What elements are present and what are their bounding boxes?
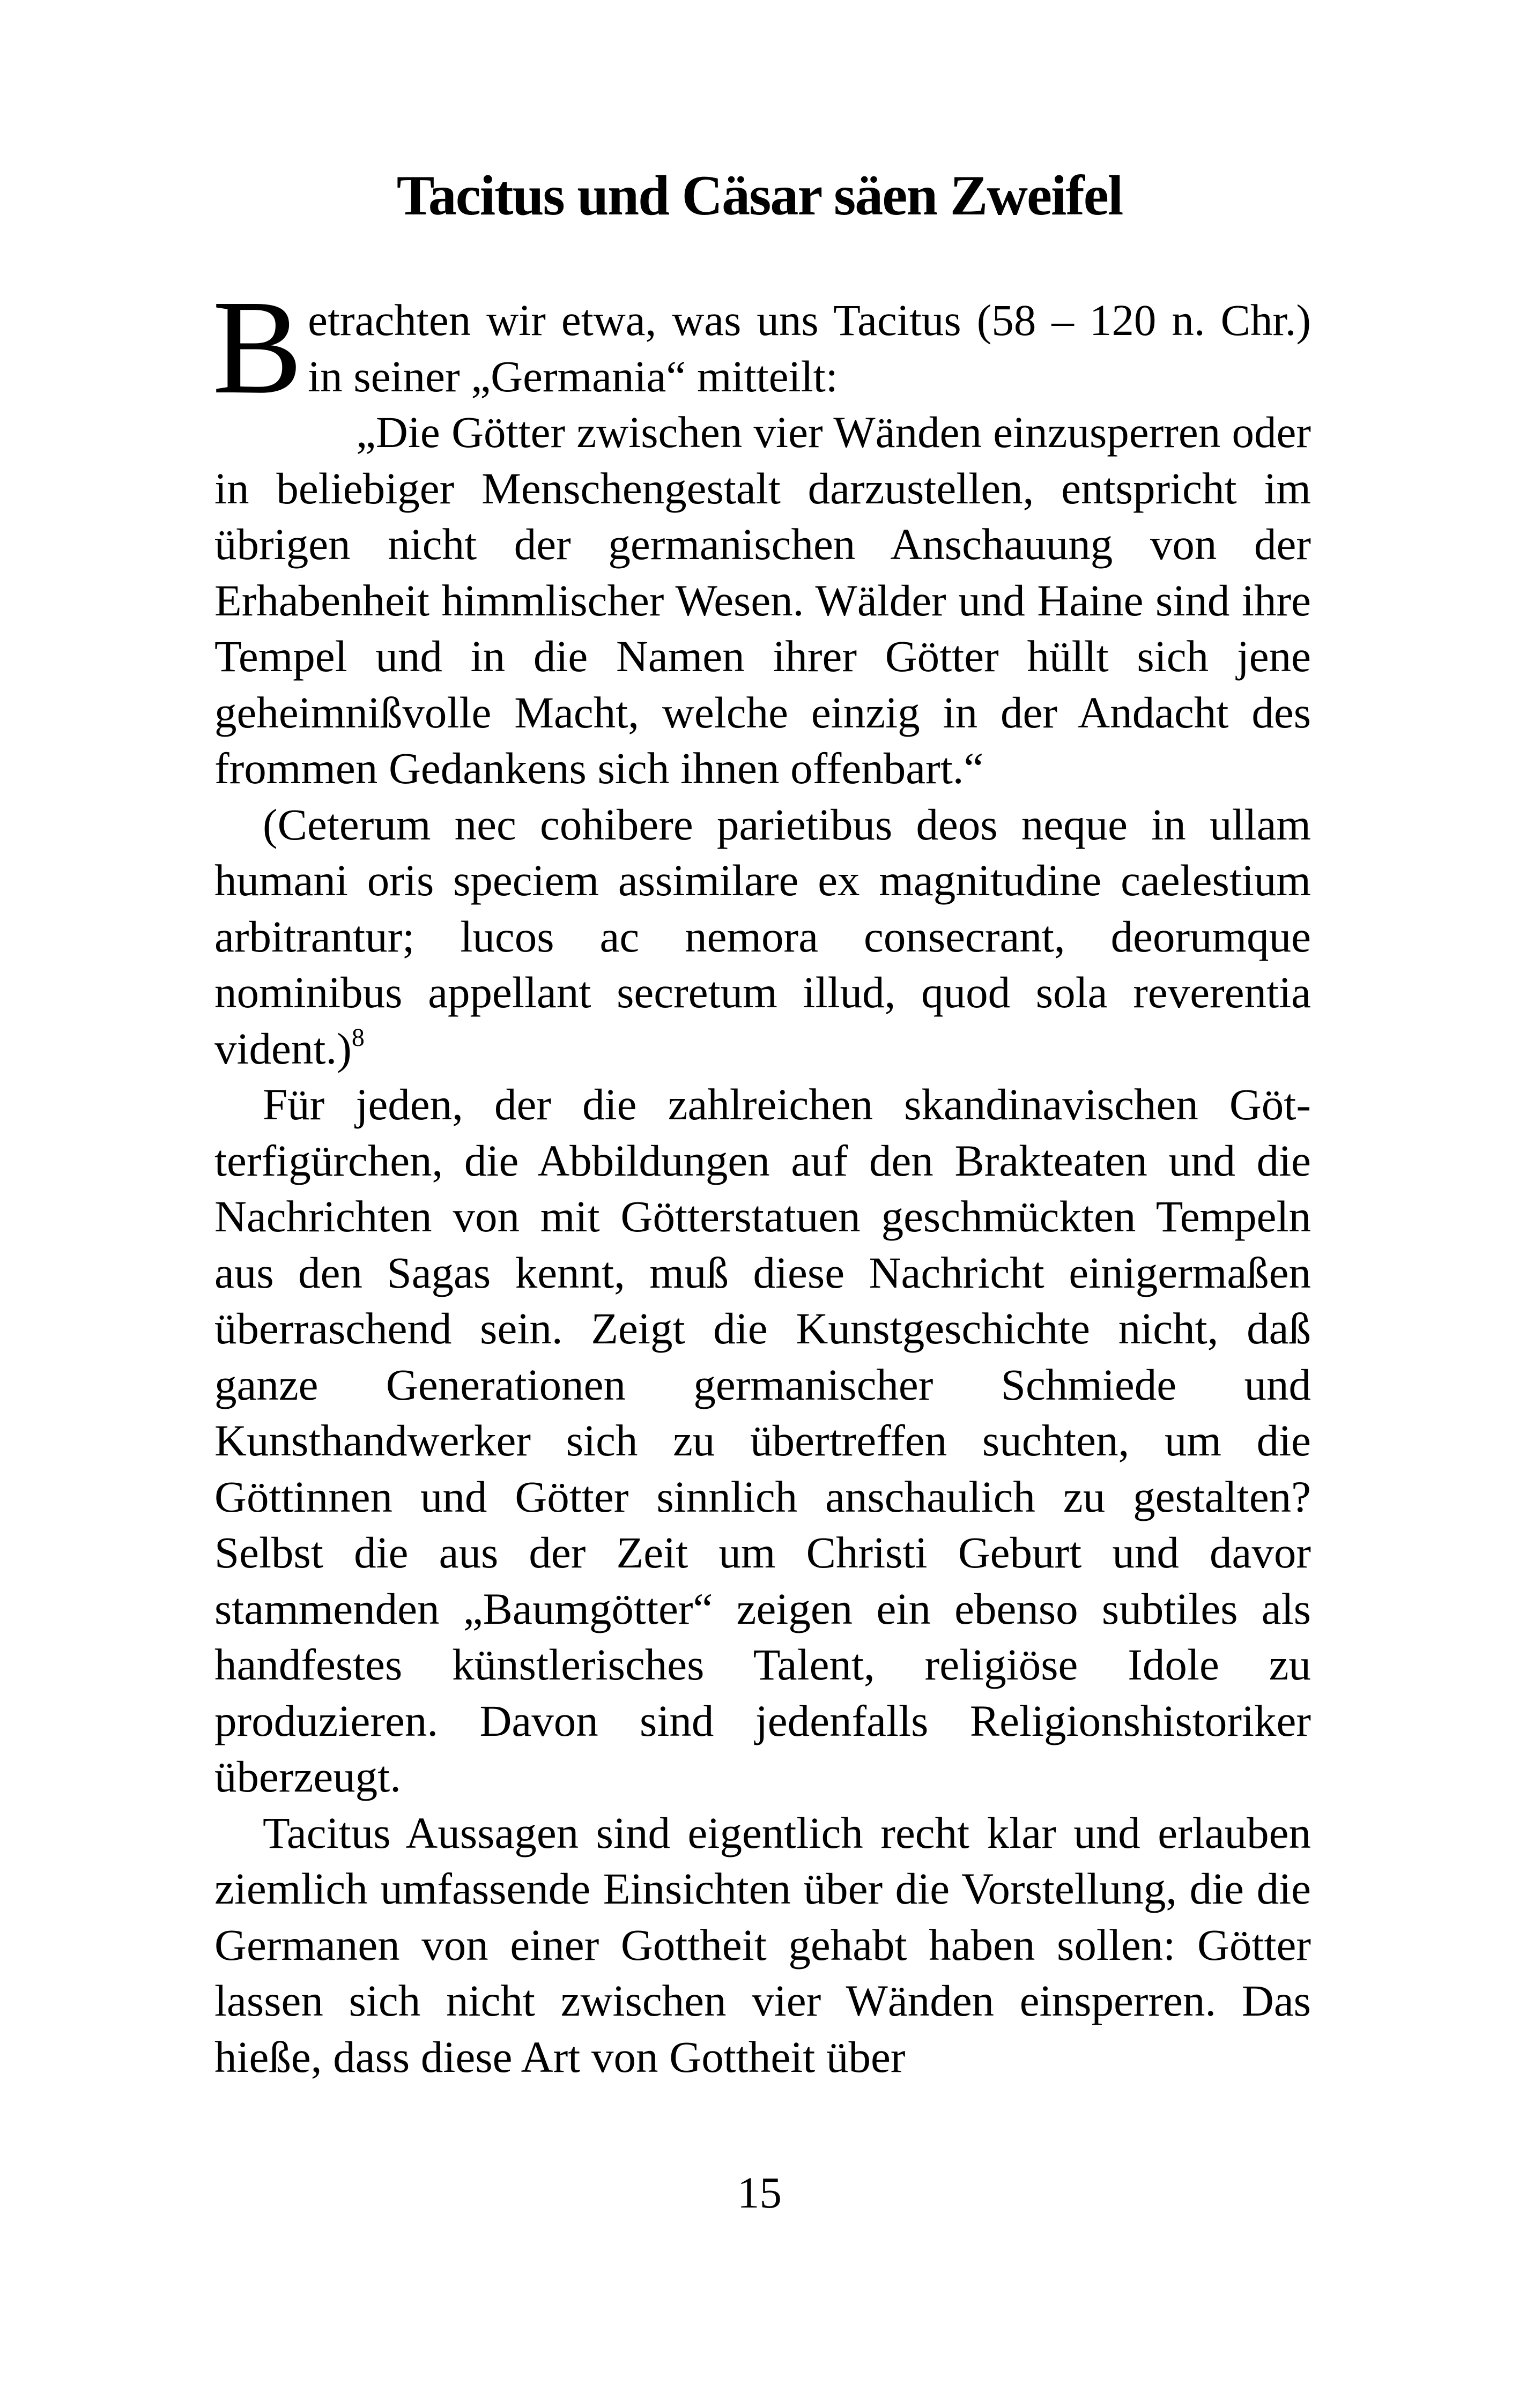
paragraph-3-latin [214,797,1311,1077]
paragraph-1-text: etrachten wir etwa, was uns Tacitus (58 – 120 n. Chr.) in seiner „Germania“ mitteilt: [308,295,1311,401]
chapter-title: Tacitus und Cäsar säen Zweifel [396,164,1123,227]
paragraph-2-quote: „Die Götter zwischen vier Wänden einzusperren oder in beliebiger Menschengestalt darzustellen, entspricht im übrigen nicht der germanischen Anschauung von der Erhabenheit himmlischer Wesen. Wälder und Haine sind ihre Tempel und in die Namen ihrer Götter hüllt sich jene geheimnißvolle Macht, welche einzig in der Andacht des frommen Gedankens sich ihnen offenbart.“ [214,407,1311,793]
footnote-marker: 8 [351,1023,365,1052]
drop-cap: B [212,272,303,422]
paragraph-3-text: (Ceterum nec cohibere parietibus deos neque in ullam humani oris speciem assimilare ex magnitudine caelestium arbitrantur; lucos ac nemora consecrant, deorumque nominibus appellant secretum illud, quod sola reverentia vident.) [214,799,1311,1073]
paragraph-1 [212,272,1311,422]
body-text [212,272,1311,2085]
paragraph-5: Tacitus Aussagen sind eigentlich recht klar und erlauben ziemlich umfassende Einsichten über die Vorstellung, die die Germanen von einer Gottheit gehabt haben sollen: Götter lassen sich nicht zwischen vier Wänden einsperren. Das hieße, dass diese Art von Gottheit über [214,1808,1311,2082]
page-number: 15 [737,2168,782,2217]
paragraph-4: Für jeden, der die zahlreichen skandinavischen Götterfigürchen, die Abbildungen auf den Brakteaten und die Nachrichten von mit Götterstatuen geschmückten Tempeln aus den Sagas kennt, muß diese Nachricht einigermaßen überraschend sein. Zeigt die Kunstgeschichte nicht, daß ganze Generationen germanischer Schmiede und Kunsthandwerker sich zu übertreffen suchten, um die Göttinnen und Götter sinnlich anschaulich zu gestalten? Selbst die aus der Zeit um Christi Geburt und davor stammenden „Baumgötter“ zeigen ein ebenso subtiles als handfestes künstlerisches Talent, religiöse Idole zu produzieren. Davon sind jedenfalls Religionshistoriker überzeugt. [214,1080,1311,1801]
